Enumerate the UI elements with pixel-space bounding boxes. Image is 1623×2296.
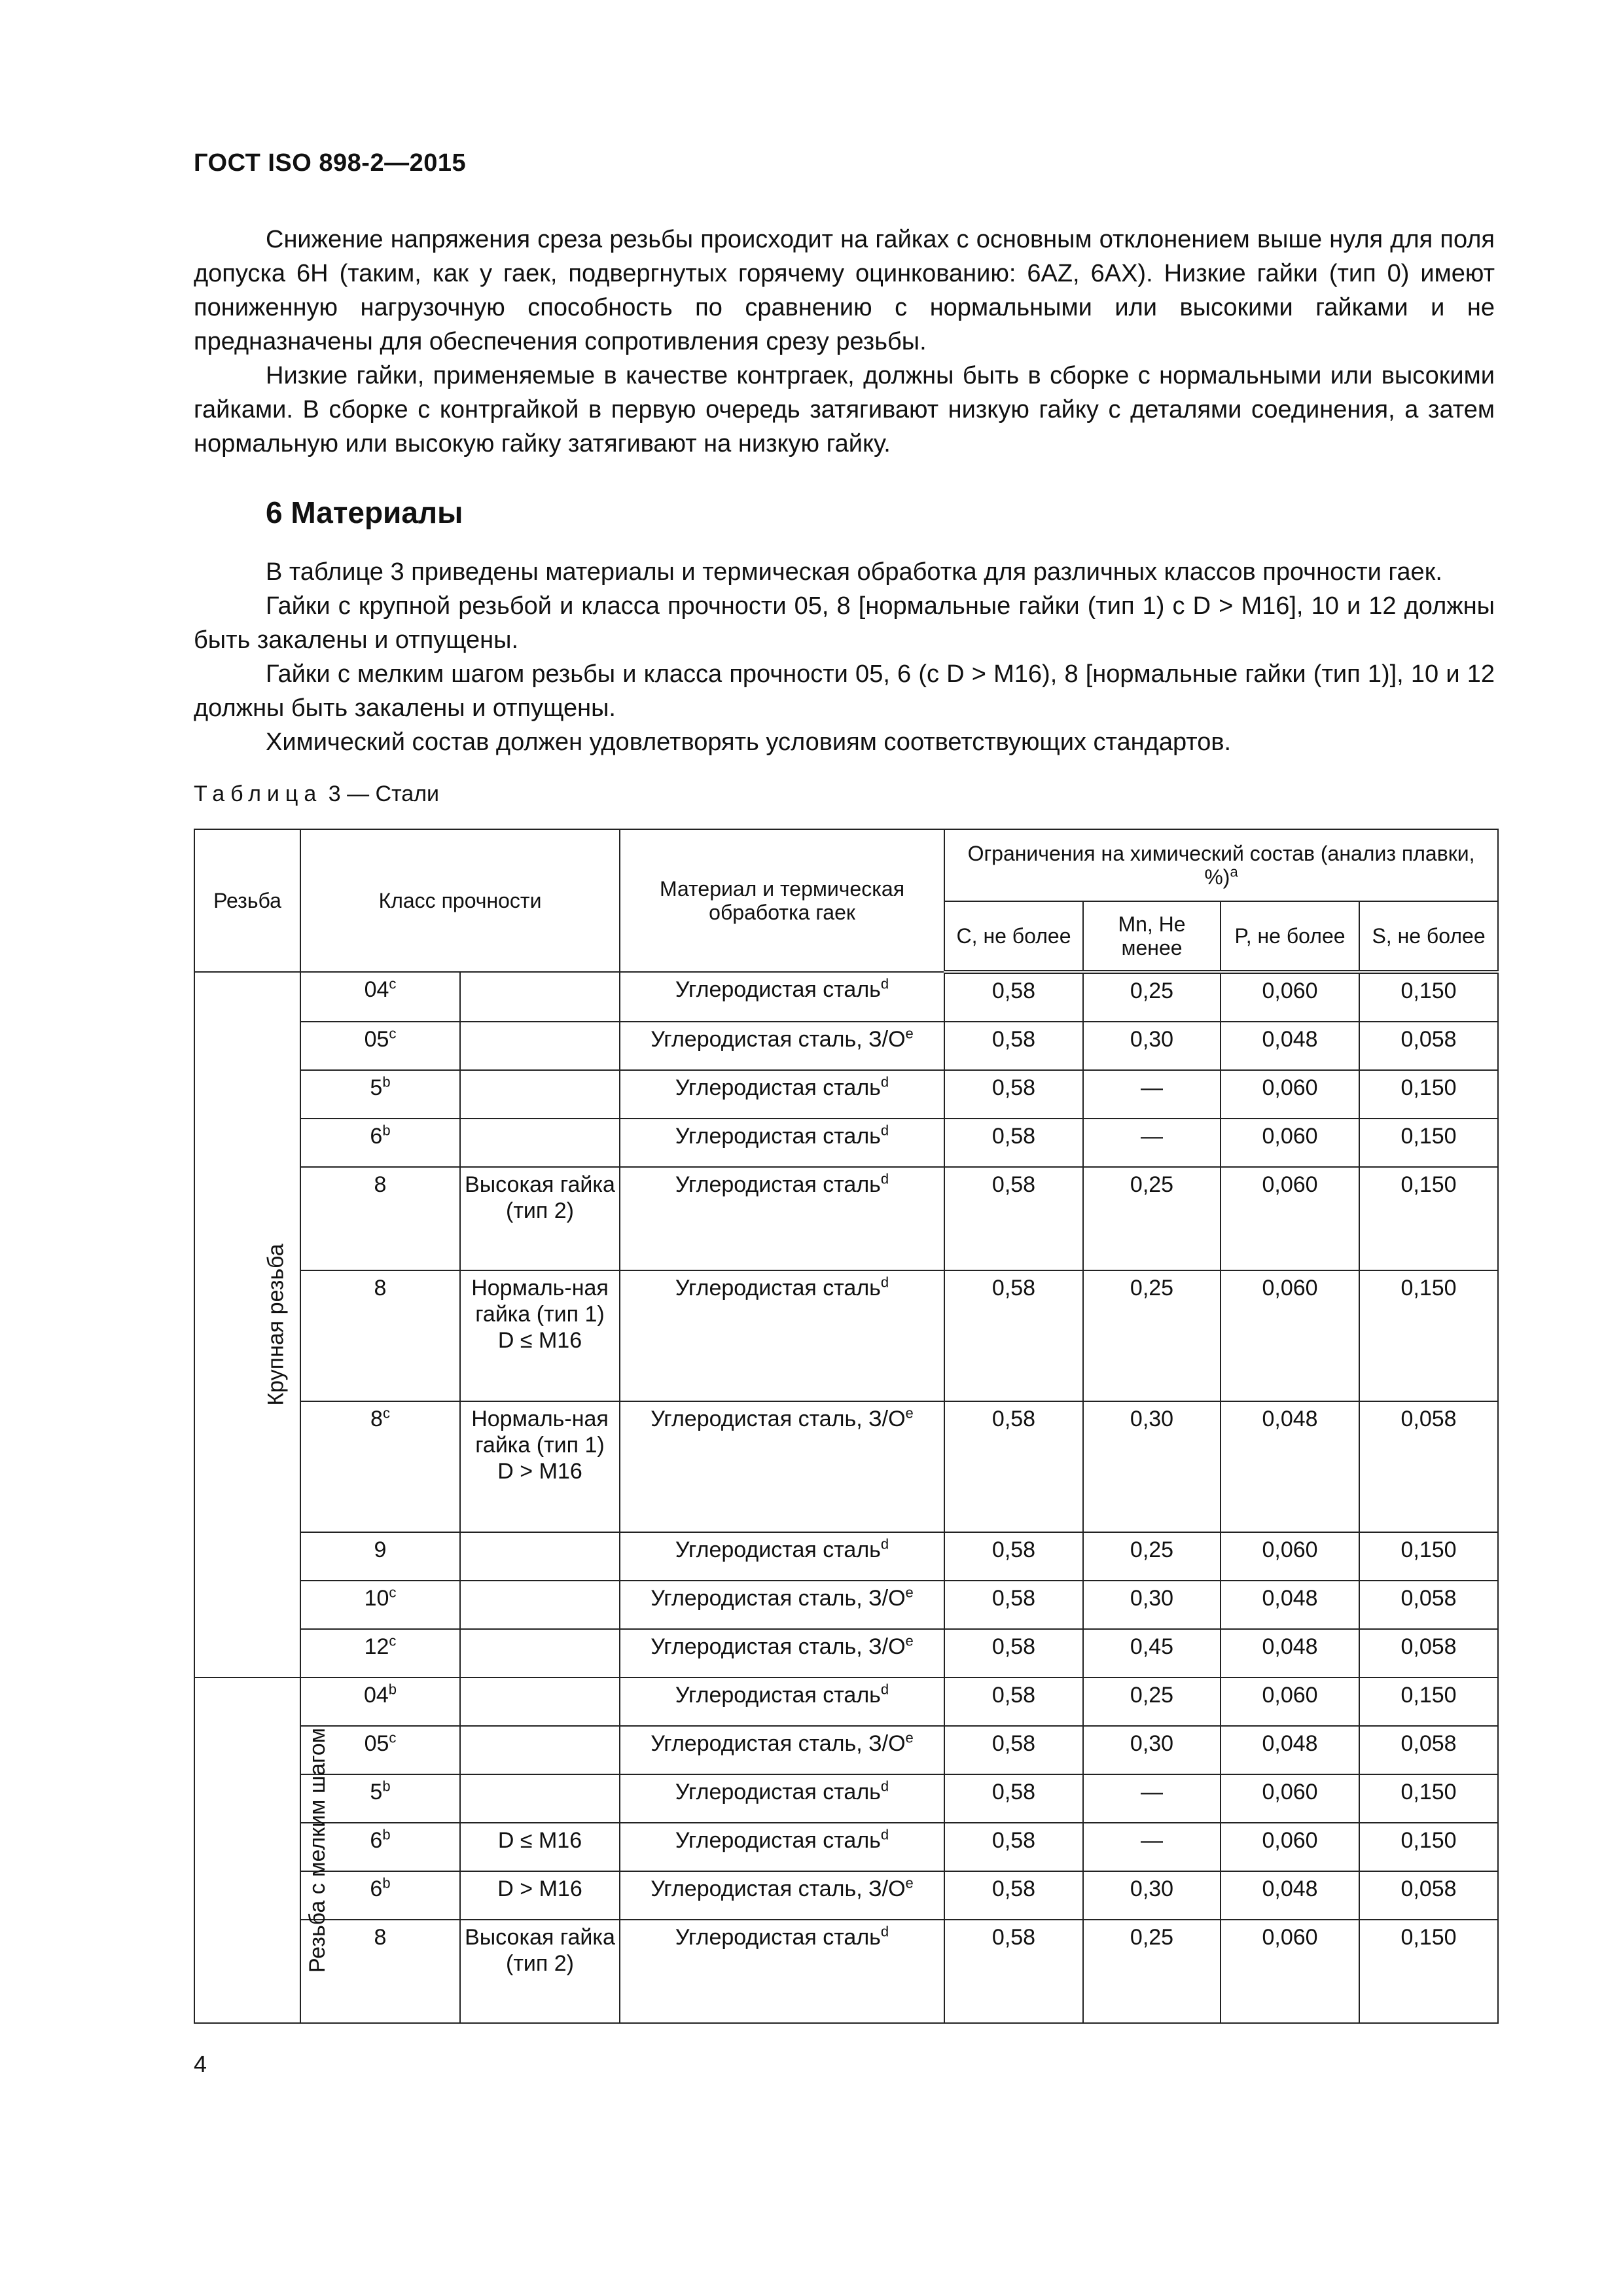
header-carbon: C, не более <box>944 901 1083 972</box>
class-value: 6 <box>370 1124 383 1149</box>
phosphorus-cell <box>1221 1677 1359 1726</box>
page-number: 4 <box>194 2051 207 2077</box>
carbon-cell <box>944 1629 1083 1677</box>
nut-type-cell <box>460 1022 620 1070</box>
material-sup: e <box>905 1729 914 1746</box>
phosphorus-value: 0,060 <box>1262 1172 1318 1197</box>
class-sup: c <box>389 1729 397 1746</box>
material-sup: e <box>905 1584 914 1601</box>
nut-type-note: Высокая гайка (тип 2) <box>465 1172 615 1223</box>
material-cell <box>620 1119 944 1167</box>
sulfur-cell <box>1359 1070 1498 1119</box>
class-value: 8 <box>374 1276 387 1300</box>
section-paragraph-1: В таблице 3 приведены материалы и термическая обработка для различных классов прочности гаек. <box>266 558 1442 586</box>
section-paragraph-3: Гайки с мелким шагом резьбы и класса прочности 05, 6 (с D > M16), 8 [нормальные гайки (тип 1)], 10 и 12 должны быть закалены и отпущены. <box>194 660 1495 722</box>
manganese-cell <box>1083 1581 1221 1629</box>
manganese-value: 0,25 <box>1130 1925 1174 1950</box>
phosphorus-value: 0,060 <box>1262 1925 1318 1950</box>
sulfur-cell <box>1359 1119 1498 1167</box>
sulfur-value: 0,150 <box>1400 978 1457 1003</box>
carbon-value: 0,58 <box>991 1683 1036 1708</box>
phosphorus-cell <box>1221 1871 1359 1920</box>
table-row <box>194 1119 1498 1167</box>
steel-table <box>194 829 1499 2024</box>
manganese-value: 0,25 <box>1130 1683 1174 1708</box>
manganese-cell <box>1083 1532 1221 1581</box>
nut-type-cell <box>460 1677 620 1726</box>
carbon-cell <box>944 1270 1083 1401</box>
carbon-cell <box>944 1677 1083 1726</box>
nut-type-cell <box>460 1070 620 1119</box>
strength-class-cell <box>300 1629 460 1677</box>
steel-table-body <box>194 972 1498 2023</box>
material-text: Углеродистая сталь <box>675 1780 881 1804</box>
material-sup: d <box>880 1170 889 1187</box>
class-value: 05 <box>364 1731 389 1756</box>
manganese-value: 0,25 <box>1130 978 1174 1003</box>
phosphorus-value: 0,060 <box>1262 978 1318 1003</box>
table-row <box>194 1726 1498 1774</box>
phosphorus-value: 0,060 <box>1262 1124 1318 1149</box>
nut-type-cell <box>460 1774 620 1823</box>
material-text: Углеродистая сталь <box>675 977 881 1002</box>
class-value: 8 <box>374 1925 387 1950</box>
material-sup: e <box>905 1025 914 1042</box>
material-cell <box>620 1270 944 1401</box>
sulfur-value: 0,058 <box>1400 1731 1457 1756</box>
manganese-value: — <box>1141 1124 1164 1149</box>
header-sulfur: S, не более <box>1359 901 1498 972</box>
table-row <box>194 1167 1498 1270</box>
table-row <box>194 1532 1498 1581</box>
material-cell <box>620 1726 944 1774</box>
class-sup: b <box>382 1826 391 1843</box>
class-value: 05 <box>364 1027 389 1052</box>
sulfur-value: 0,150 <box>1400 1124 1457 1149</box>
carbon-value: 0,58 <box>991 978 1036 1003</box>
nut-type-note: D ≤ M16 <box>497 1828 582 1853</box>
nut-type-cell <box>460 972 620 1022</box>
table-caption-text: 3 — Стали <box>322 781 440 806</box>
sulfur-value: 0,150 <box>1400 1780 1457 1804</box>
material-text: Углеродистая сталь <box>675 1172 881 1197</box>
phosphorus-cell <box>1221 1774 1359 1823</box>
material-text: Углеродистая сталь <box>675 1537 881 1562</box>
phosphorus-cell <box>1221 1629 1359 1677</box>
phosphorus-value: 0,048 <box>1262 1634 1318 1659</box>
nut-type-cell <box>460 1581 620 1629</box>
sulfur-cell <box>1359 1774 1498 1823</box>
material-cell <box>620 1677 944 1726</box>
material-sup: e <box>905 1874 914 1892</box>
nut-type-note: Нормаль-ная гайка (тип 1) D > M16 <box>471 1407 609 1484</box>
manganese-value: — <box>1141 1828 1164 1853</box>
manganese-value: 0,30 <box>1130 1586 1174 1611</box>
manganese-value: 0,30 <box>1130 1027 1174 1052</box>
material-text: Углеродистая сталь, З/О <box>651 1634 906 1659</box>
nut-type-cell <box>460 1167 620 1270</box>
manganese-cell <box>1083 1871 1221 1920</box>
class-value: 6 <box>370 1828 383 1853</box>
phosphorus-value: 0,048 <box>1262 1027 1318 1052</box>
nut-type-cell <box>460 1920 620 2023</box>
material-sup: d <box>880 1073 889 1090</box>
sulfur-cell <box>1359 1920 1498 2023</box>
nut-type-cell <box>460 1629 620 1677</box>
carbon-cell <box>944 1119 1083 1167</box>
table-row <box>194 1823 1498 1871</box>
material-sup: d <box>880 1826 889 1843</box>
sulfur-cell <box>1359 1167 1498 1270</box>
class-sup: b <box>382 1778 391 1795</box>
class-sup: b <box>382 1122 391 1139</box>
carbon-value: 0,58 <box>991 1172 1036 1197</box>
carbon-value: 0,58 <box>991 1407 1036 1431</box>
manganese-value: — <box>1141 1780 1164 1804</box>
header-chemical-limits <box>944 829 1498 901</box>
phosphorus-value: 0,060 <box>1262 1683 1318 1708</box>
sulfur-cell <box>1359 1401 1498 1532</box>
strength-class-cell <box>300 1022 460 1070</box>
manganese-value: — <box>1141 1075 1164 1100</box>
material-sup: e <box>905 1405 914 1422</box>
table-row <box>194 1581 1498 1629</box>
manganese-cell <box>1083 1070 1221 1119</box>
table-row <box>194 972 1498 1022</box>
manganese-cell <box>1083 1401 1221 1532</box>
phosphorus-value: 0,060 <box>1262 1780 1318 1804</box>
class-sup: c <box>389 975 397 992</box>
document-code-header: ГОСТ ISO 898-2—2015 <box>194 149 467 177</box>
sulfur-cell <box>1359 1677 1498 1726</box>
sulfur-value: 0,150 <box>1400 1172 1457 1197</box>
sulfur-cell <box>1359 1581 1498 1629</box>
manganese-cell <box>1083 1022 1221 1070</box>
phosphorus-value: 0,060 <box>1262 1276 1318 1300</box>
carbon-value: 0,58 <box>991 1731 1036 1756</box>
sulfur-value: 0,058 <box>1400 1634 1457 1659</box>
thread-group-label: Резьба с мелким шагом <box>304 1728 330 1973</box>
carbon-value: 0,58 <box>991 1828 1036 1853</box>
strength-class-cell <box>300 1677 460 1726</box>
phosphorus-cell <box>1221 1581 1359 1629</box>
material-cell <box>620 1581 944 1629</box>
intro-paragraph-1: Снижение напряжения среза резьбы происходит на гайках с основным отклонением выше нуля для поля допуска 6Н (таким, как у гаек, подвергнутых горячему оцинкованию: 6AZ, 6AX). Низкие гайки (тип 0) имеют пониженную нагрузочную способность по сравнению с нормальными или высокими гайками и не предназначены для обеспечения сопротивления срезу резьбы. <box>194 226 1495 355</box>
material-text: Углеродистая сталь <box>675 1683 881 1708</box>
phosphorus-cell <box>1221 1270 1359 1401</box>
phosphorus-cell <box>1221 1726 1359 1774</box>
intro-paragraph-2: Низкие гайки, применяемые в качестве контргаек, должны быть в сборке с нормальными или высокими гайками. В сборке с контргайкой в первую очередь затягивают низкую гайку с деталями соединения, а затем нормальную или высокую гайку затягивают на низкую гайку. <box>194 362 1495 457</box>
phosphorus-cell <box>1221 1167 1359 1270</box>
header-manganese: Mn, Не менее <box>1083 901 1221 972</box>
class-value: 12 <box>364 1634 389 1659</box>
class-sup: b <box>388 1681 397 1698</box>
manganese-value: 0,30 <box>1130 1731 1174 1756</box>
carbon-cell <box>944 1022 1083 1070</box>
material-cell <box>620 1167 944 1270</box>
carbon-value: 0,58 <box>991 1124 1036 1149</box>
manganese-cell <box>1083 1920 1221 2023</box>
material-cell <box>620 1022 944 1070</box>
table-row <box>194 1022 1498 1070</box>
material-text: Углеродистая сталь <box>675 1828 881 1853</box>
material-cell <box>620 1871 944 1920</box>
phosphorus-cell <box>1221 1022 1359 1070</box>
section-paragraph-4: Химический состав должен удовлетворять условиям соответствующих стандартов. <box>266 728 1232 756</box>
sulfur-cell <box>1359 972 1498 1022</box>
carbon-cell <box>944 972 1083 1022</box>
manganese-value: 0,25 <box>1130 1276 1174 1300</box>
manganese-cell <box>1083 972 1221 1022</box>
carbon-cell <box>944 1871 1083 1920</box>
nut-type-cell <box>460 1532 620 1581</box>
material-sup: d <box>880 1778 889 1795</box>
material-sup: d <box>880 1535 889 1552</box>
table-row <box>194 1677 1498 1726</box>
header-material: Материал и термическая обработка гаек <box>620 829 944 972</box>
material-sup: d <box>880 975 889 992</box>
nut-type-note: Высокая гайка (тип 2) <box>465 1925 615 1976</box>
table-row <box>194 1401 1498 1532</box>
manganese-cell <box>1083 1270 1221 1401</box>
carbon-cell <box>944 1726 1083 1774</box>
sulfur-value: 0,150 <box>1400 1537 1457 1562</box>
sulfur-cell <box>1359 1823 1498 1871</box>
nut-type-cell <box>460 1401 620 1532</box>
class-value: 10 <box>364 1586 389 1611</box>
manganese-value: 0,25 <box>1130 1537 1174 1562</box>
carbon-cell <box>944 1401 1083 1532</box>
material-sup: e <box>905 1632 914 1649</box>
manganese-cell <box>1083 1823 1221 1871</box>
section-paragraph-2: Гайки с крупной резьбой и класса прочности 05, 8 [нормальные гайки (тип 1) с D > M16], 10 и 12 должны быть закалены и отпущены. <box>194 592 1495 654</box>
phosphorus-cell <box>1221 1119 1359 1167</box>
nut-type-cell <box>460 1871 620 1920</box>
manganese-cell <box>1083 1629 1221 1677</box>
strength-class-cell <box>300 1581 460 1629</box>
phosphorus-value: 0,048 <box>1262 1876 1318 1901</box>
carbon-value: 0,58 <box>991 1634 1036 1659</box>
material-sup: d <box>880 1122 889 1139</box>
material-sup: d <box>880 1923 889 1940</box>
manganese-value: 0,25 <box>1130 1172 1174 1197</box>
thread-group-cell <box>194 972 300 1677</box>
strength-class-cell <box>300 1270 460 1401</box>
section-title: 6 Материалы <box>266 495 463 529</box>
material-text: Углеродистая сталь, З/О <box>651 1586 906 1611</box>
class-value: 9 <box>374 1537 387 1562</box>
table-row <box>194 1871 1498 1920</box>
material-text: Углеродистая сталь, З/О <box>651 1407 906 1431</box>
carbon-value: 0,58 <box>991 1586 1036 1611</box>
strength-class-cell <box>300 972 460 1022</box>
carbon-value: 0,58 <box>991 1027 1036 1052</box>
phosphorus-cell <box>1221 1823 1359 1871</box>
material-cell <box>620 1401 944 1532</box>
class-sup: b <box>382 1073 391 1090</box>
phosphorus-value: 0,048 <box>1262 1731 1318 1756</box>
nut-type-cell <box>460 1270 620 1401</box>
class-value: 8 <box>374 1172 387 1197</box>
class-sup: c <box>389 1632 397 1649</box>
material-text: Углеродистая сталь <box>675 1124 881 1149</box>
header-chemical-limits-sup: a <box>1230 863 1238 880</box>
table-row <box>194 1070 1498 1119</box>
manganese-value: 0,45 <box>1130 1634 1174 1659</box>
material-cell <box>620 1070 944 1119</box>
sulfur-value: 0,150 <box>1400 1828 1457 1853</box>
material-sup: d <box>880 1274 889 1291</box>
nut-type-note: D > M16 <box>497 1876 582 1901</box>
nut-type-cell <box>460 1823 620 1871</box>
sulfur-value: 0,058 <box>1400 1027 1457 1052</box>
manganese-cell <box>1083 1726 1221 1774</box>
class-sup: c <box>382 1405 390 1422</box>
table-caption-label: Таблица <box>194 781 323 806</box>
header-thread: Резьба <box>194 829 300 972</box>
strength-class-cell <box>300 1119 460 1167</box>
sulfur-cell <box>1359 1629 1498 1677</box>
material-text: Углеродистая сталь, З/О <box>651 1876 906 1901</box>
material-text: Углеродистая сталь <box>675 1075 881 1100</box>
manganese-value: 0,30 <box>1130 1876 1174 1901</box>
strength-class-cell <box>300 1070 460 1119</box>
material-cell <box>620 1774 944 1823</box>
sulfur-value: 0,058 <box>1400 1586 1457 1611</box>
phosphorus-cell <box>1221 1401 1359 1532</box>
sulfur-cell <box>1359 1871 1498 1920</box>
carbon-cell <box>944 1581 1083 1629</box>
sulfur-value: 0,058 <box>1400 1407 1457 1431</box>
material-cell <box>620 1823 944 1871</box>
class-value: 04 <box>363 1683 389 1708</box>
material-cell <box>620 972 944 1022</box>
nut-type-cell <box>460 1726 620 1774</box>
class-sup: b <box>382 1874 391 1892</box>
phosphorus-cell <box>1221 972 1359 1022</box>
material-text: Углеродистая сталь <box>675 1276 881 1300</box>
sulfur-cell <box>1359 1532 1498 1581</box>
class-value: 04 <box>364 977 389 1002</box>
carbon-cell <box>944 1920 1083 2023</box>
sulfur-value: 0,150 <box>1400 1925 1457 1950</box>
table-row <box>194 1920 1498 2023</box>
sulfur-cell <box>1359 1726 1498 1774</box>
phosphorus-cell <box>1221 1532 1359 1581</box>
phosphorus-cell <box>1221 1070 1359 1119</box>
class-value: 5 <box>370 1075 383 1100</box>
sulfur-value: 0,058 <box>1400 1876 1457 1901</box>
sulfur-value: 0,150 <box>1400 1075 1457 1100</box>
class-sup: c <box>389 1584 397 1601</box>
material-text: Углеродистая сталь <box>675 1925 881 1950</box>
strength-class-cell <box>300 1401 460 1532</box>
phosphorus-value: 0,060 <box>1262 1537 1318 1562</box>
material-cell <box>620 1629 944 1677</box>
phosphorus-cell <box>1221 1920 1359 2023</box>
sulfur-value: 0,150 <box>1400 1683 1457 1708</box>
carbon-cell <box>944 1774 1083 1823</box>
manganese-cell <box>1083 1119 1221 1167</box>
table-caption <box>194 781 439 807</box>
class-value: 8 <box>370 1407 383 1431</box>
carbon-value: 0,58 <box>991 1780 1036 1804</box>
thread-group-label: Крупная резьба <box>263 1244 289 1406</box>
material-cell <box>620 1920 944 2023</box>
header-strength-class: Класс прочности <box>300 829 620 972</box>
carbon-cell <box>944 1070 1083 1119</box>
manganese-cell <box>1083 1774 1221 1823</box>
sulfur-value: 0,150 <box>1400 1276 1457 1300</box>
carbon-cell <box>944 1823 1083 1871</box>
table-row <box>194 1629 1498 1677</box>
material-text: Углеродистая сталь, З/О <box>651 1027 906 1052</box>
manganese-cell <box>1083 1167 1221 1270</box>
class-value: 6 <box>370 1876 383 1901</box>
carbon-value: 0,58 <box>991 1537 1036 1562</box>
class-sup: c <box>389 1025 397 1042</box>
nut-type-cell <box>460 1119 620 1167</box>
manganese-value: 0,30 <box>1130 1407 1174 1431</box>
carbon-value: 0,58 <box>991 1276 1036 1300</box>
phosphorus-value: 0,060 <box>1262 1075 1318 1100</box>
carbon-value: 0,58 <box>991 1075 1036 1100</box>
material-sup: d <box>880 1681 889 1698</box>
material-text: Углеродистая сталь, З/О <box>651 1731 906 1756</box>
phosphorus-value: 0,060 <box>1262 1828 1318 1853</box>
phosphorus-value: 0,048 <box>1262 1586 1318 1611</box>
header-phosphorus: P, не более <box>1221 901 1359 972</box>
carbon-cell <box>944 1167 1083 1270</box>
table-row <box>194 1270 1498 1401</box>
header-chemical-limits-text: Ограничения на химический состав (анализ плавки, %) <box>967 842 1475 889</box>
material-cell <box>620 1532 944 1581</box>
carbon-value: 0,58 <box>991 1876 1036 1901</box>
class-value: 5 <box>370 1780 383 1804</box>
table-row <box>194 1774 1498 1823</box>
strength-class-cell <box>300 1532 460 1581</box>
sulfur-cell <box>1359 1270 1498 1401</box>
phosphorus-value: 0,048 <box>1262 1407 1318 1431</box>
carbon-value: 0,58 <box>991 1925 1036 1950</box>
nut-type-note: Нормаль-ная гайка (тип 1) D ≤ M16 <box>471 1276 609 1353</box>
sulfur-cell <box>1359 1022 1498 1070</box>
strength-class-cell <box>300 1167 460 1270</box>
manganese-cell <box>1083 1677 1221 1726</box>
thread-group-cell <box>194 1677 330 2023</box>
carbon-cell <box>944 1532 1083 1581</box>
